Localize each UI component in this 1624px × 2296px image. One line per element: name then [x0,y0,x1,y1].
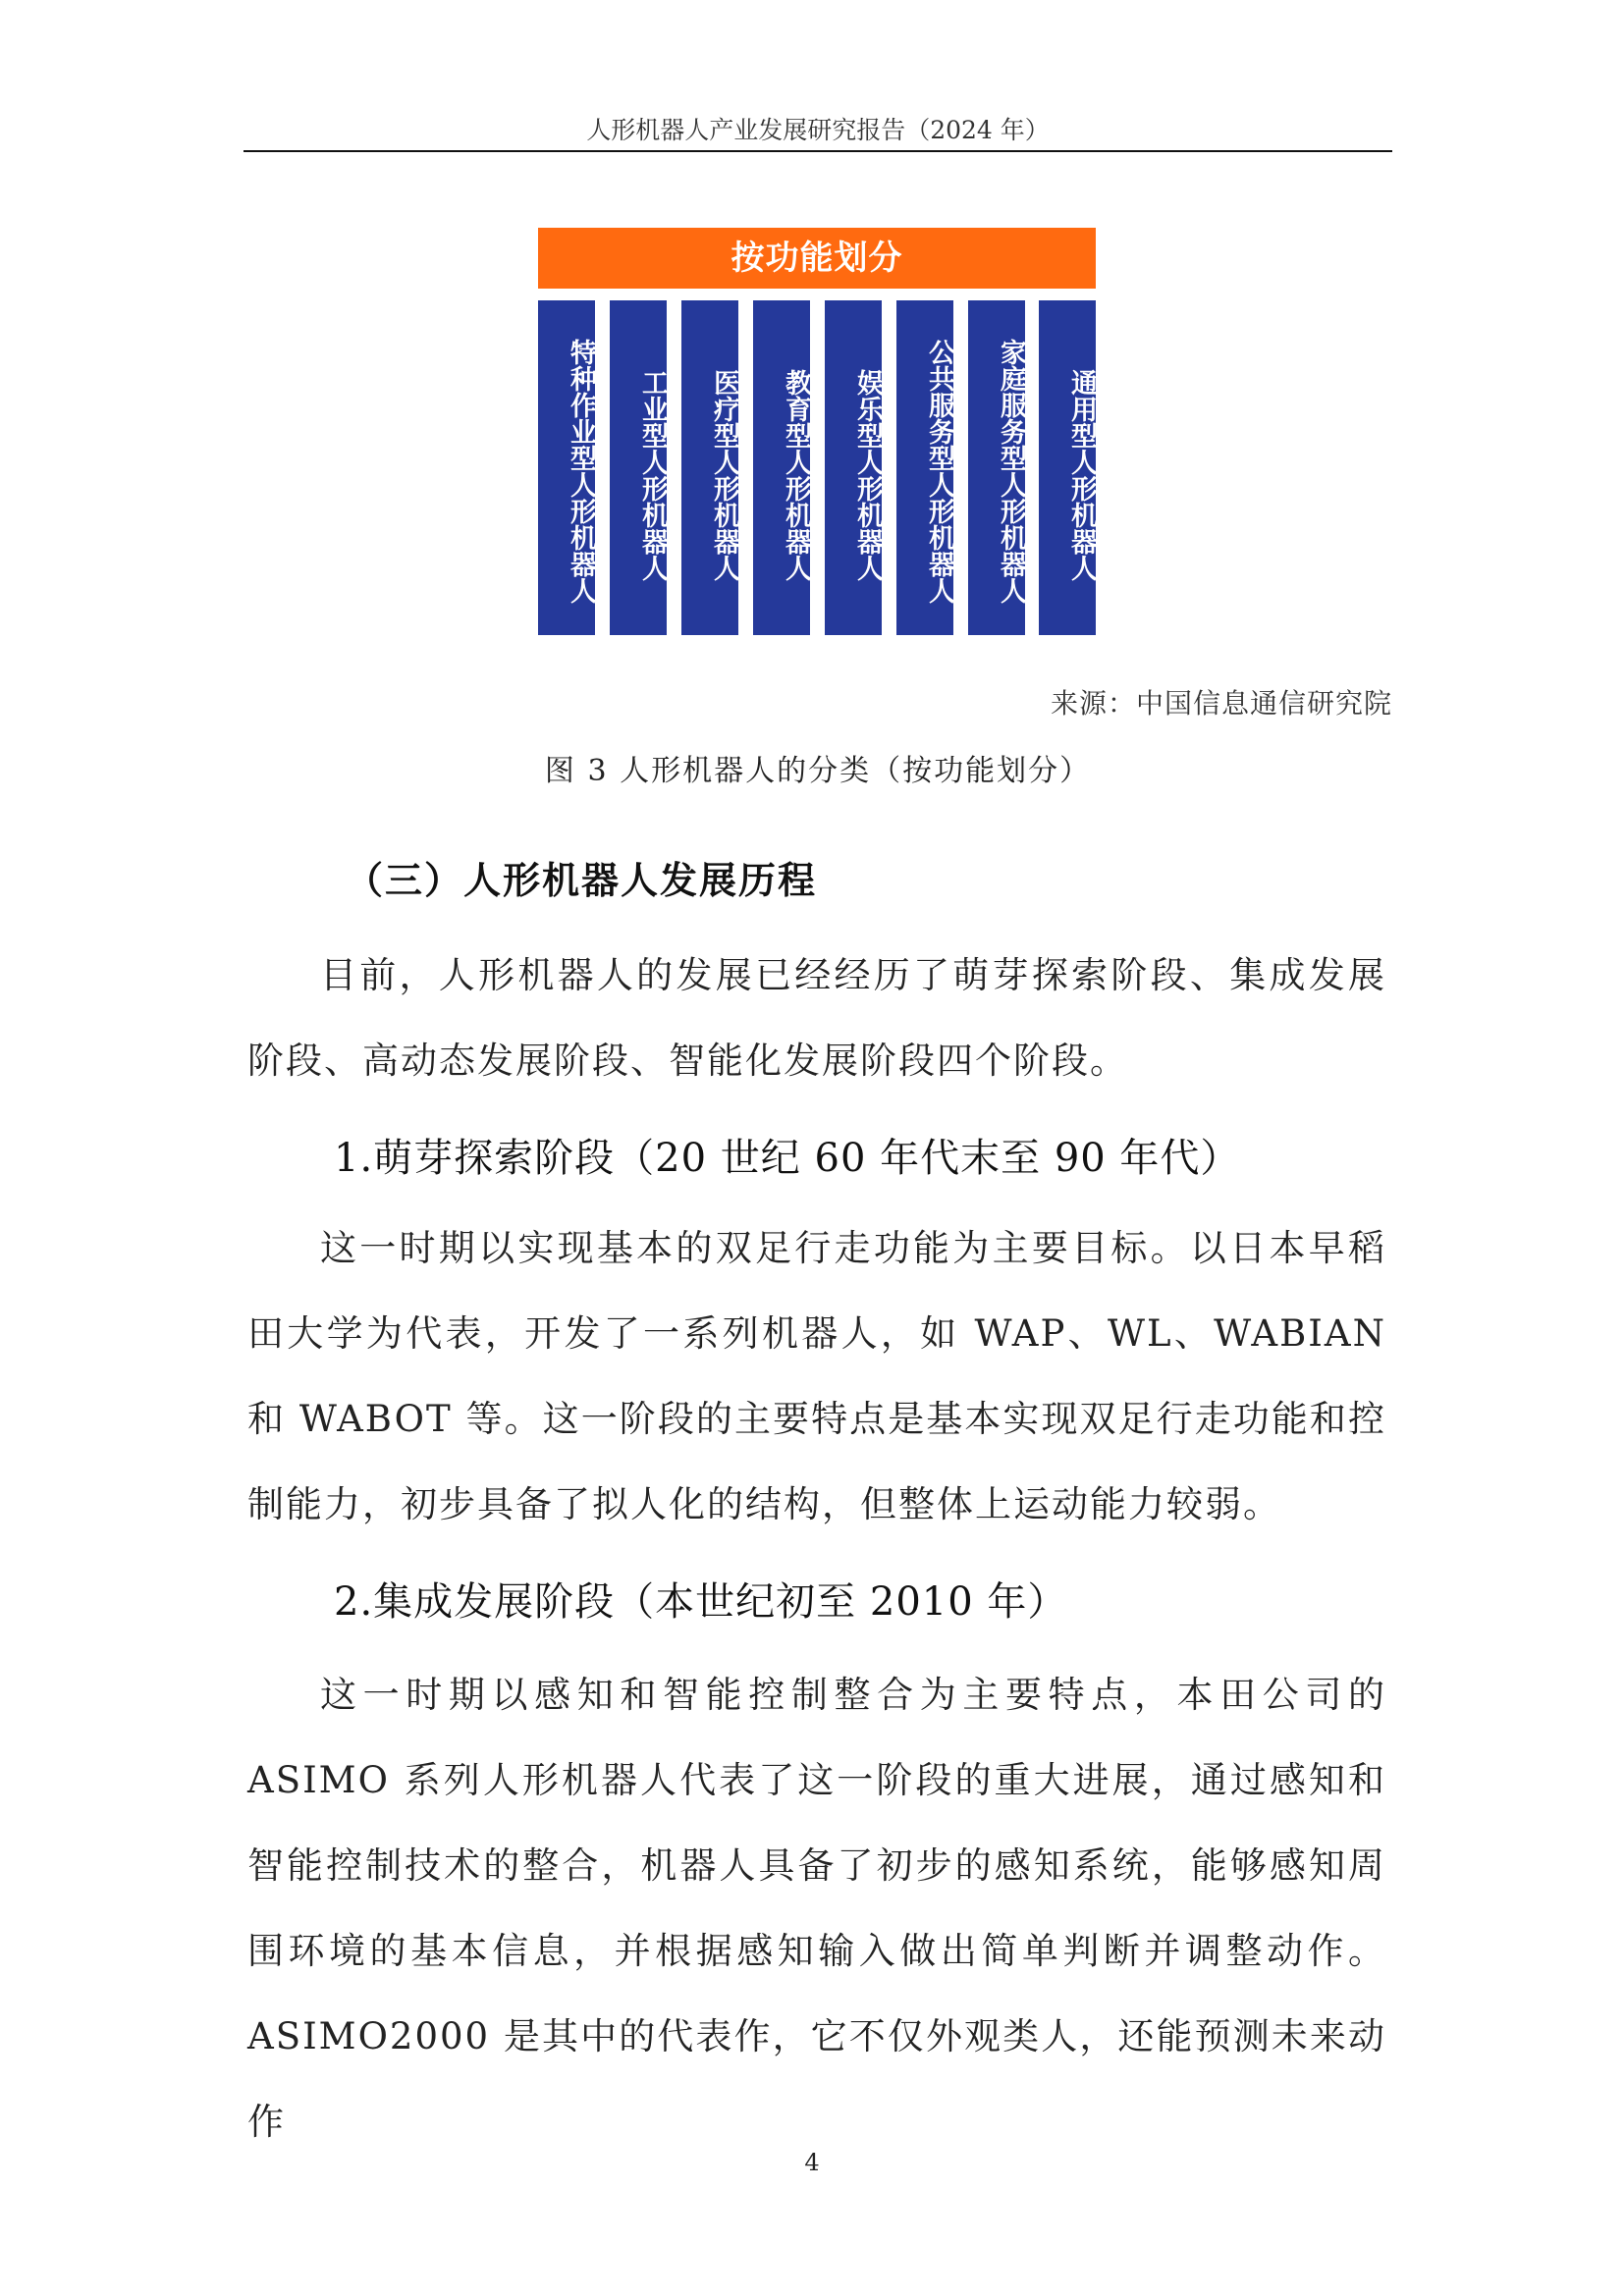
category-bar-entertainment: 娱乐型人形机器人 [825,300,882,635]
stage2-heading: 2.集成发展阶段（本世纪初至 2010 年） [334,1579,1068,1625]
category-bars [538,300,1096,635]
category-bar-industrial: 工业型人形机器人 [610,300,667,635]
stage1-paragraph: 这一时期以实现基本的双足行走功能为主要目标。以日本早稻田大学为代表，开发了一系列机器人，如 WAP、WL、WABIAN 和 WABOT 等。这一阶段的主要特点是基本实现双足行走功能和控制能力，初步具备了拟人化的结构，但整体上运动能力较弱。 [247,1227,1386,1525]
category-bar-special-ops: 特种作业型人形机器人 [538,300,595,635]
stage1-heading: 1.萌芽探索阶段（20 世纪 60 年代末至 90 年代） [334,1136,1241,1181]
classification-figure [538,228,1096,635]
figure-source: 来源：中国信息通信研究院 [1050,687,1392,720]
figure-caption: 图 3 人形机器人的分类（按功能划分） [544,754,1092,788]
category-bar-education: 教育型人形机器人 [753,300,810,635]
category-bar-medical: 医疗型人形机器人 [681,300,738,635]
category-bar-public-service: 公共服务型人形机器人 [896,300,953,635]
category-bar-home-service: 家庭服务型人形机器人 [968,300,1025,635]
page-number: 4 [804,2149,820,2176]
running-header: 人形机器人产业发展研究报告（2024 年） [586,116,1050,144]
header-rule [244,150,1392,152]
stage2-paragraph: 这一时期以感知和智能控制整合为主要特点，本田公司的 ASIMO 系列人形机器人代表了这一阶段的重大进展，通过感知和智能控制技术的整合，机器人具备了初步的感知系统，能够感知周围环境的基本信息，并根据感知输入做出简单判断并调整动作。ASIMO2000 是其中的代表作，它不仅外观类人，还能预测未来动作 [247,1674,1386,2143]
intro-paragraph: 目前，人形机器人的发展已经经历了萌芽探索阶段、集成发展阶段、高动态发展阶段、智能化发展阶段四个阶段。 [247,954,1386,1082]
figure-title-banner: 按功能划分 [538,228,1096,289]
section-heading: （三）人形机器人发展历程 [346,858,818,902]
category-bar-general-purpose: 通用型人形机器人 [1039,300,1096,635]
